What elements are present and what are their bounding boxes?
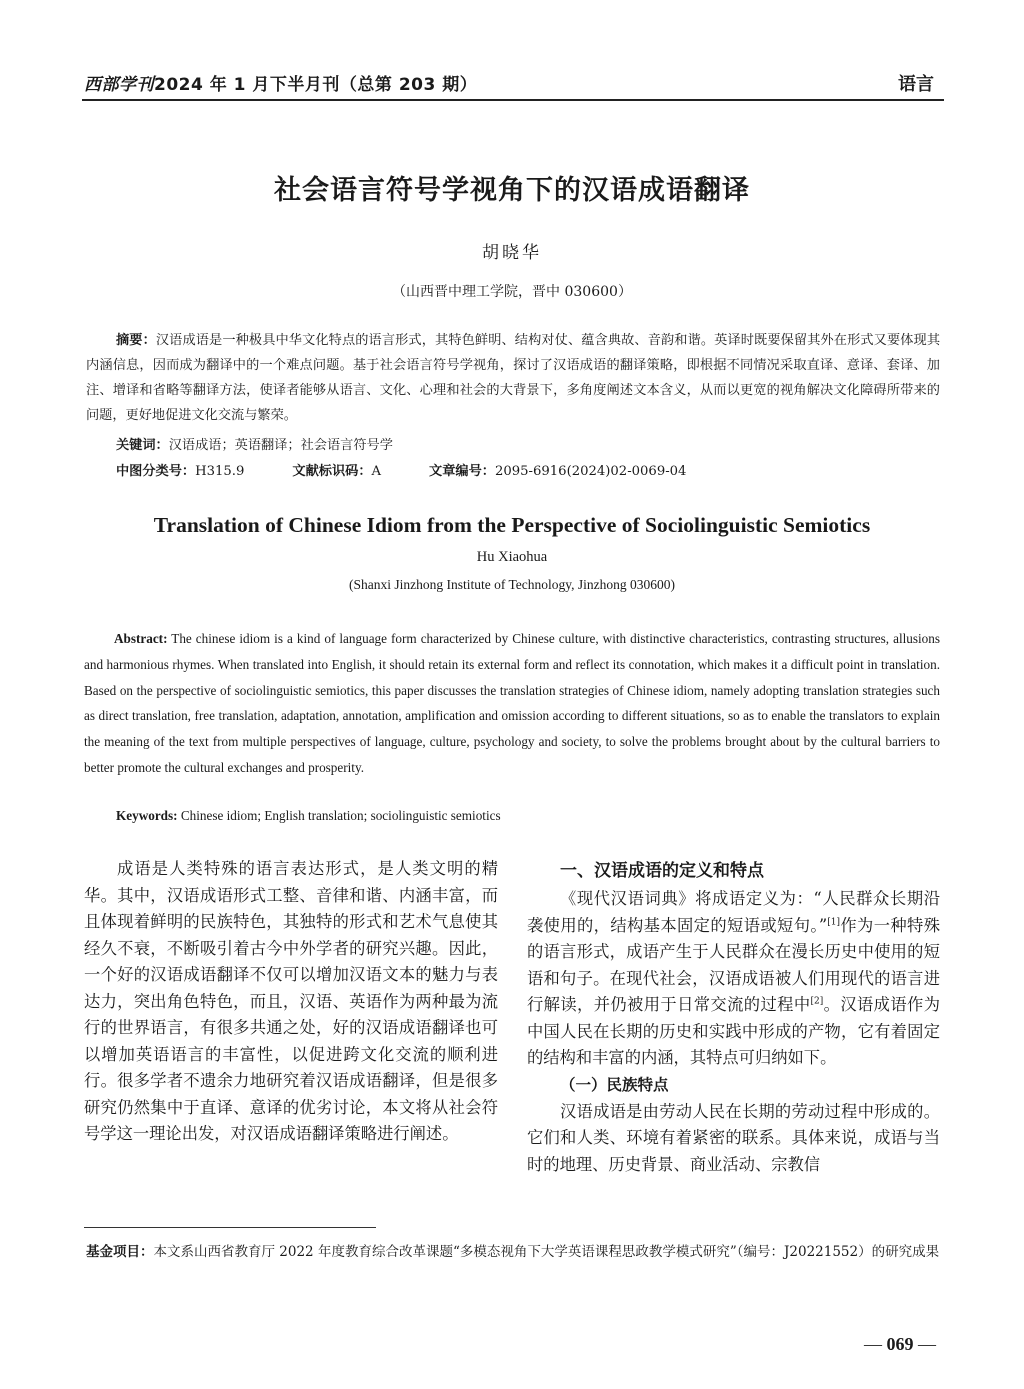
page-number-value: 069 [886, 1334, 914, 1354]
abstract-cn [86, 328, 940, 428]
keywords-en-text: Chinese idiom; English translation; sociolinguistic semiotics [180, 808, 501, 823]
header-rule [82, 99, 944, 101]
doc-code-value: A [371, 464, 382, 479]
doc-code-label: 文献标识码： [292, 464, 372, 479]
abstract-en-text: The chinese idiom is a kind of language form characterized by Chinese culture, with distinctive characteristics, contrasting structures, allusions and harmonious rhymes. When translated into English, it should retain its external form and reflect its connotation, which makes it a difficult point in translation. Based on the perspective of sociolinguistic semiotics, this paper discusses the translation strategies of Chinese idiom, namely adopting translation strategies such as direct translation, free translation, adaptation, annotation, amplification and omission according to different situations, so as to enable the translators to explain the meaning of the text from multiple perspectives of language, culture, psychology and society, to solve the problems brought about by the cultural barriers to better promote the cultural exchanges and prosperity. [84, 631, 940, 775]
intro-paragraph: 成语是人类特殊的语言表达形式，是人类文明的精华。其中，汉语成语形式工整、音律和谐、内涵丰富，而且体现着鲜明的民族特色，其独特的形式和艺术气息使其经久不衰，不断吸引着古今中外学者的研究兴趣。因此，一个好的汉语成语翻译不仅可以增加汉语文本的魅力与表达力，突出角色特色，而且，汉语、英语作为两种最为流行的世界语言，有很多共通之处，好的汉语成语翻译也可以增加英语语言的丰富性，以促进跨文化交流的顺利进行。很多学者不遗余力地研究着汉语成语翻译，但是很多研究仍然集中于直译、意译的优劣讨论，本文将从社会符号学这一理论出发，对汉语成语翻译策略进行阐述。 [84, 859, 498, 1143]
keywords-en-label: Keywords: [116, 808, 178, 823]
author-cn: 胡晓华 [482, 243, 542, 263]
title-en: Translation of Chinese Idiom from the Perspective of Sociolinguistic Semiotics [153, 513, 871, 537]
article-number-label: 文章编号： [429, 464, 495, 479]
author-en: Hu Xiaohua [476, 549, 548, 565]
section-heading: 一、汉语成语的定义和特点 [560, 861, 764, 881]
ethnic-paragraph: 汉语成语是由劳动人民在长期的劳动过程中形成的。它们和人类、环境有着紧密的联系。具体来说，成语与当时的地理、历史背景、商业活动、宗教信 [527, 1101, 940, 1174]
keywords-cn-text: 汉语成语；英语翻译；社会语言符号学 [168, 438, 393, 453]
footnote [86, 1240, 942, 1265]
citation-1[interactable]: [1] [827, 917, 840, 928]
classification-row [116, 460, 686, 479]
abstract-en-label: Abstract: [114, 631, 168, 646]
article-number-value: 2095-6916(2024)02-0069-04 [494, 464, 687, 479]
definition-text-b: 作为一种特殊的语言形式，成语产生于人民群众在漫长历史中使用的短语和句子。在现代社会，汉语成语被人们用现代的语言进行解读，并仍被用于日常交流的过程中 [527, 915, 940, 1014]
issue-info: 2024 年 1 月下半月刊（总第 203 期） [154, 75, 478, 95]
abstract-cn-text: 汉语成语是一种极具中华文化特点的语言形式，其特色鲜明、结构对仗、蕴含典故、音韵和谐。英译时既要保留其外在形式又要体现其内涵信息，因而成为翻译中的一个难点问题。基于社会语言符号学视角，探讨了汉语成语的翻译策略，即根据不同情况采取直译、意译、套译、加注、增译和省略等翻译方法，使译者能够从语言、文化、心理和社会的大背景下，多角度阐述文本含义，从而以更宽的视角解决文化障碍所带来的问题，更好地促进文化交流与繁荣。 [86, 333, 941, 423]
definition-text-c: 。汉语成语作为中国人民在长期的历史和实践中形成的产物，它有着固定的结构和丰富的内涵，其特点可归纳如下。 [527, 995, 940, 1067]
keywords-en [116, 808, 501, 824]
definition-paragraph [527, 886, 940, 1072]
funding-label: 基金项目： [86, 1244, 154, 1260]
footnote-rule [84, 1227, 376, 1228]
affiliation-en: (Shanxi Jinzhong Institute of Technology, Jinzhong 030600) [348, 577, 676, 592]
clc-value: H315.9 [195, 464, 245, 479]
abstract-cn-label: 摘要： [116, 333, 156, 348]
definition-text-a: 《现代汉语词典》将成语定义为：“人民群众长期沿袭使用的，结构基本固定的短语或短句。” [527, 889, 940, 935]
clc-label: 中图分类号： [116, 464, 196, 479]
citation-2[interactable]: [2] [810, 996, 824, 1007]
journal-header [84, 70, 477, 95]
funding-text: 本文系山西省教育厅 2022 年度教育综合改革课题“多模态视角下大学英语课程思政教学模式研究”（编号：J20221552）的研究成果 [153, 1244, 940, 1260]
section-label: 语言 [898, 74, 934, 95]
page-number: — 069 — [864, 1334, 936, 1354]
body-left-column [84, 856, 498, 1148]
body-right-column [527, 856, 940, 1178]
journal-logo: 西部学刊 [84, 75, 154, 95]
affiliation-cn: （山西晋中理工学院，晋中 030600） [392, 284, 632, 300]
abstract-en [84, 626, 940, 781]
keywords-cn-label: 关键词： [116, 438, 169, 453]
title-cn: 社会语言符号学视角下的汉语成语翻译 [274, 175, 750, 206]
subsection-heading: （一）民族特点 [560, 1075, 669, 1094]
keywords-cn [116, 434, 393, 453]
